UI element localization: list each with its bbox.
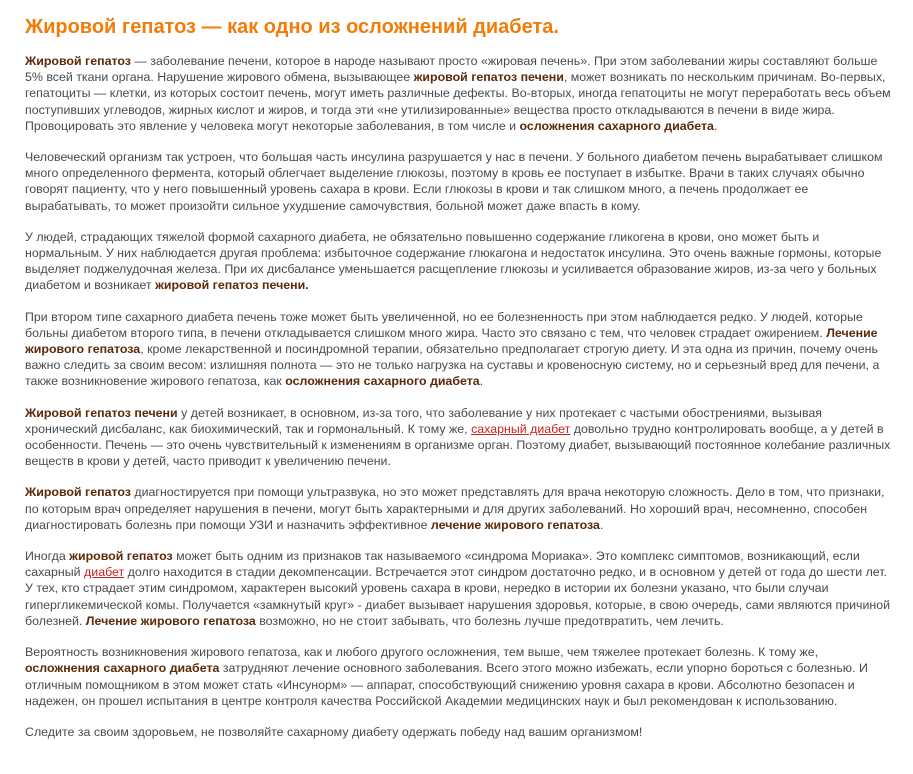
paragraph-text: затрудняют лечение основного заболевания. Всего этого можно избежать, если упорно бороться с болезнью. И отличным помощником в этом может стать «Инсунорм» — аппарат, способствующий снижению уровня сахара в крови. Абсолютно безопасен и надежен, он прошел испытания в центре контроля качества Российской Академии медицинских наук и был рекомендован к использованию. [25, 661, 868, 708]
paragraph [25, 405, 891, 470]
paragraph-text: . [479, 374, 484, 389]
paragraph-text: . [713, 118, 718, 133]
bold-keyword: лечение жирового гепатоза [430, 517, 600, 532]
paragraph [25, 229, 891, 294]
page-title: Жировой гепатоз — как одно из осложнений диабета. [25, 16, 559, 38]
bold-keyword: осложнения сахарного диабета [25, 661, 220, 676]
article-body [25, 53, 891, 740]
bold-keyword: жировой гепатоз [69, 549, 173, 564]
bold-keyword: Лечение жирового гепатоза [25, 325, 878, 357]
paragraph [25, 644, 891, 709]
paragraph [25, 149, 891, 214]
paragraph-text: Вероятность возникновения жирового гепатоза, как и любого другого осложнения, тем выше, чем тяжелее протекает болезнь. К тому же, [25, 645, 819, 660]
paragraph-text: диагностируется при помощи ультразвука, но это может представлять для врача некоторую сложность. Дело в том, что признаки, по которым врач определяет нарушения в печени, могут быть характерными и для других заболеваний. Но хороший врач, несомненно, способен диагностировать болезнь при помощи УЗИ и назначить эффективное [25, 485, 885, 532]
diabetes-link[interactable]: сахарный диабет [471, 421, 571, 436]
paragraph-text: Человеческий организм так устроен, что большая часть инсулина разрушается у нас в печени. У больного диабетом печень вырабатывает слишком много определенного фермента, который облегчает выделение глюкозы, поэтому в кровь ее поступает в избытке. Врачи в таких случаях обычно говорят пациенту, что у него повышенный уровень сахара в крови. Если глюкозы в крови и так слишком много, а печень продолжает ее вырабатывать, то может произойти сильное ухудшение самочувствия, больной может даже впасть в кому. [25, 150, 883, 213]
bold-keyword: Жировой гепатоз [25, 485, 131, 500]
paragraph-text: , может возникать по нескольким причинам. Во-первых, гепатоциты — клетки, из которых состоит печень, могут иметь различные дефекты. Во-вторых, иногда гепатоциты не могут переработать весь объем поступивших углеводов, жирных кислот и жиров, и тогда эти «не утилизированные» вещества просто откладываются в печени в виде жира. Провоцировать это явление у человека могут некоторые заболевания, в том числе и [25, 70, 891, 133]
paragraph-text: . [599, 517, 604, 532]
paragraph [25, 548, 891, 629]
diabetes-link[interactable]: диабет [84, 565, 125, 580]
bold-keyword: осложнения сахарного диабета [285, 374, 480, 389]
bold-keyword: Жировой гепатоз печени [25, 405, 178, 420]
paragraph [25, 724, 891, 740]
bold-keyword: Лечение жирового гепатоза [85, 613, 256, 628]
paragraph [25, 484, 891, 533]
paragraph-text: — заболевание печени, которое в народе называют просто «жировая печень». При этом заболевании жиры составляют больше 5% всей ткани органа. Нарушение жирового обмена, вызывающее [25, 54, 878, 85]
bold-keyword: осложнения сахарного диабета [519, 118, 714, 133]
paragraph-text: , кроме лекарственной и посиндромной терапии, обязательно предполагает строгую диету. И эта одна из причин, почему очень важно следить за своим весом: излишняя полнота — это не только нагрузка на суставы и кровеносную систему, но и серьезный вред для печени, а также возникновение жирового гепатоза, как [25, 342, 880, 389]
paragraph-text: возможно, но не стоит забывать, что болезнь лучше предотвратить, чем лечить. [255, 613, 724, 628]
bold-keyword: Жировой гепатоз [25, 54, 131, 68]
paragraph-text: Иногда [25, 549, 70, 564]
paragraph-text: может быть одним из признаков так называемого «синдрома Мориака». Это комплекс симптомов, возникающий, если сахарный [25, 549, 860, 580]
bold-keyword: жировой гепатоз печени [413, 70, 564, 85]
paragraph-text: довольно трудно контролировать вообще, а у детей в особенности. Печень — это очень чувствительный к изменениям в организме орган. Поэтому диабет, вызывающий постоянное колебание различных веществ в крови у детей, часто приводит к увеличению печени. [25, 421, 891, 469]
paragraph-text: у детей возникает, в основном, из-за того, что заболевание у них протекает с частыми обострениями, вызывая хронический дисбаланс, как биохимический, так и гормональный. К тому же, [25, 405, 822, 436]
paragraph-text: У людей, страдающих тяжелой формой сахарного диабета, не обязательно повышенно содержание гликогена в крови, оно может быть и нормальным. У них наблюдается другая проблема: избыточное содержание глюкагона и недостаток инсулина. Это очень важные гормоны, которые выделяет поджелудочная железа. При их дисбалансе уменьшается расщепление глюкозы и усиливается образование жиров, из-за чего у больных диабетом и возникает [25, 229, 882, 293]
paragraph-text: При втором типе сахарного диабета печень тоже может быть увеличенной, но ее болезненность при этом наблюдается редко. У людей, которые больны диабетом второго типа, в печени откладывается слишком много жира. Часто это связано с тем, что человек страдает ожирением. [25, 309, 863, 340]
paragraph-text: долго находится в стадии декомпенсации. Встречается этот синдром достаточно редко, и в основном у детей от года до шести лет. У тех, кто страдает этим синдромом, характерен высокий уровень сахара в крови, нередко в истории их болезни указано, что были случаи гипергликемической комы. Получается «замкнутый круг» - диабет вызывает нарушения здоровья, которые, в свою очередь, сами являются причиной болезней. [25, 565, 891, 628]
paragraph-text: Следите за своим здоровьем, не позволяйте сахарному диабету одержать победу над вашим организмом! [25, 724, 643, 739]
bold-keyword: жировой гепатоз печени. [155, 278, 309, 293]
paragraph [25, 53, 891, 134]
paragraph [25, 309, 891, 390]
